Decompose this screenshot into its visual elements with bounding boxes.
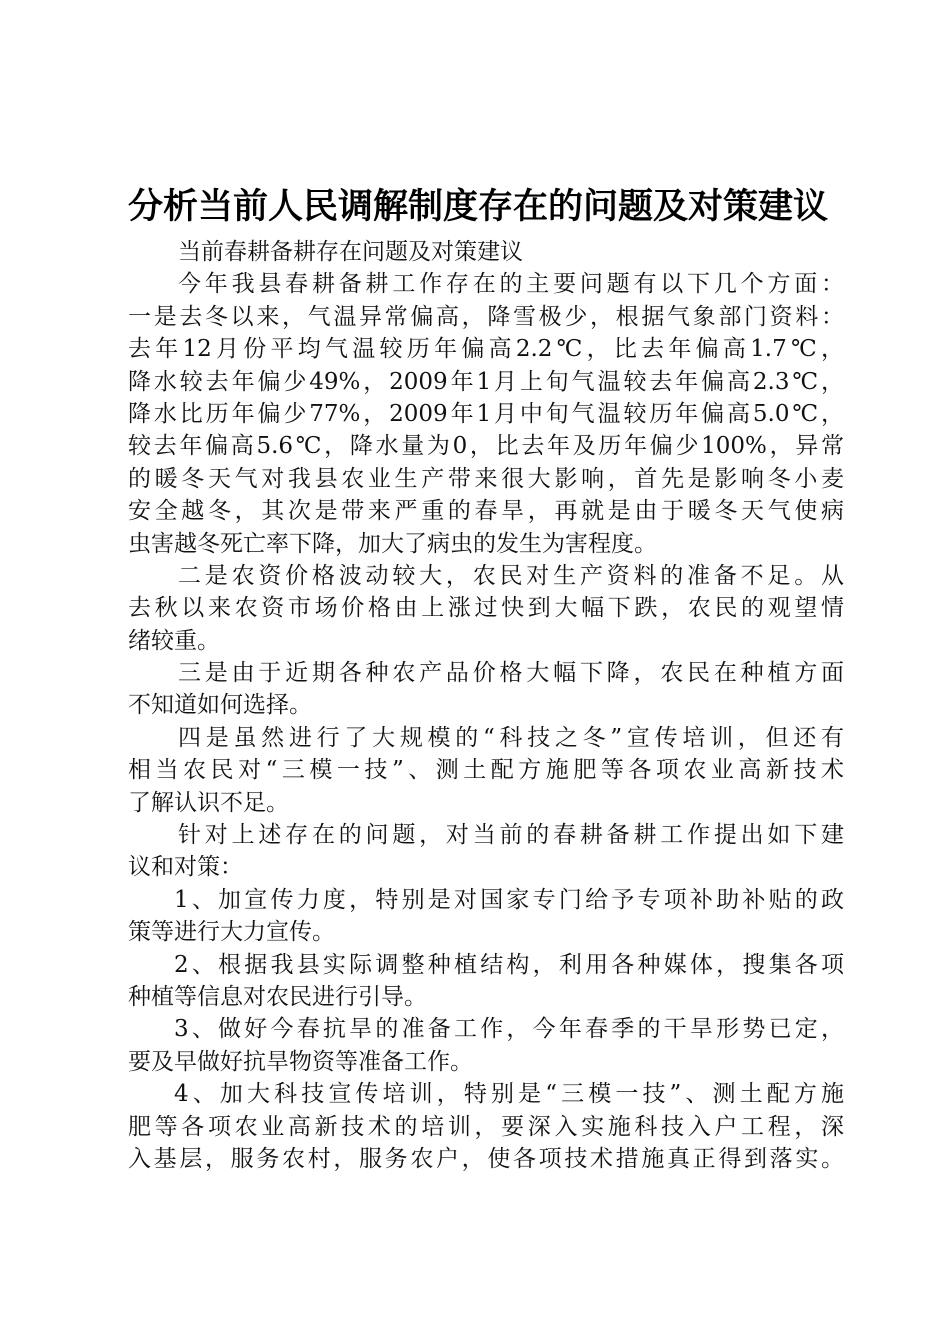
document-body — [128, 236, 844, 1175]
paragraph-line: 二是农资价格波动较大，农民对生产资料的准备不足。从 — [178, 562, 844, 589]
paragraph-line: 去秋以来农资市场价格由上涨过快到大幅下跌，农民的观望情 — [128, 595, 844, 622]
list-item-line: 2、根据我县实际调整种植结构，利用各种媒体，搜集各项 — [174, 951, 844, 978]
paragraph-line: 去年12月份平均气温较历年偏高2.2℃，比去年偏高1.7℃， — [128, 336, 844, 363]
subtitle-line: 当前春耕备耕存在问题及对策建议 — [178, 239, 523, 265]
paragraph-line: 降水较去年偏少49%，2009年1月上旬气温较去年偏高2.3℃， — [128, 368, 844, 395]
paragraph-line: 一是去冬以来，气温异常偏高，降雪极少，根据气象部门资料： — [128, 303, 844, 330]
list-item-line: 肥等各项农业高新技术的培训，要深入实施科技入户工程，深 — [128, 1113, 844, 1140]
list-item-line: 要及早做好抗旱物资等准备工作。 — [128, 1048, 473, 1075]
list-item-line: 入基层，服务农村，服务农户，使各项技术措施真正得到落实。 — [128, 1145, 844, 1172]
paragraph-line: 议和对策： — [128, 854, 243, 881]
paragraph-line: 四是虽然进行了大规模的“科技之冬”宣传培训，但还有 — [178, 724, 844, 751]
paragraph-line: 相当农民对“三模一技”、测土配方施肥等各项农业高新技术 — [128, 757, 844, 784]
paragraph-line: 较去年偏高5.6℃，降水量为0，比去年及历年偏少100%，异常 — [128, 433, 844, 460]
paragraph-line: 的暖冬天气对我县农业生产带来很大影响，首先是影响冬小麦 — [128, 465, 844, 492]
paragraph-line: 三是由于近期各种农产品价格大幅下降，农民在种植方面 — [178, 660, 844, 687]
list-item-line: 3、做好今春抗旱的准备工作，今年春季的干旱形势已定， — [174, 1016, 844, 1043]
paragraph-line: 针对上述存在的问题，对当前的春耕备耕工作提出如下建 — [178, 822, 844, 849]
paragraph-line: 绪较重。 — [128, 627, 220, 654]
list-item-line: 种植等信息对农民进行引导。 — [128, 983, 427, 1010]
list-item-line: 4、加大科技宣传培训，特别是“三模一技”、测土配方施 — [174, 1081, 844, 1108]
paragraph-line: 安全越冬，其次是带来严重的春旱，再就是由于暖冬天气使病 — [128, 498, 844, 525]
paragraph-line: 了解认识不足。 — [128, 789, 289, 816]
list-item-line: 1、加宣传力度，特别是对国家专门给予专项补助补贴的政 — [174, 886, 844, 913]
document-title: 分析当前人民调解制度存在的问题及对策建议 — [128, 186, 829, 227]
paragraph-line: 今年我县春耕备耕工作存在的主要问题有以下几个方面： — [178, 271, 844, 298]
paragraph-line: 降水比历年偏少77%，2009年1月中旬气温较历年偏高5.0℃， — [128, 400, 844, 427]
paragraph-line: 虫害越冬死亡率下降，加大了病虫的发生为害程度。 — [128, 530, 657, 557]
paragraph-line: 不知道如何选择。 — [128, 692, 312, 719]
list-item-line: 策等进行大力宣传。 — [128, 919, 335, 946]
